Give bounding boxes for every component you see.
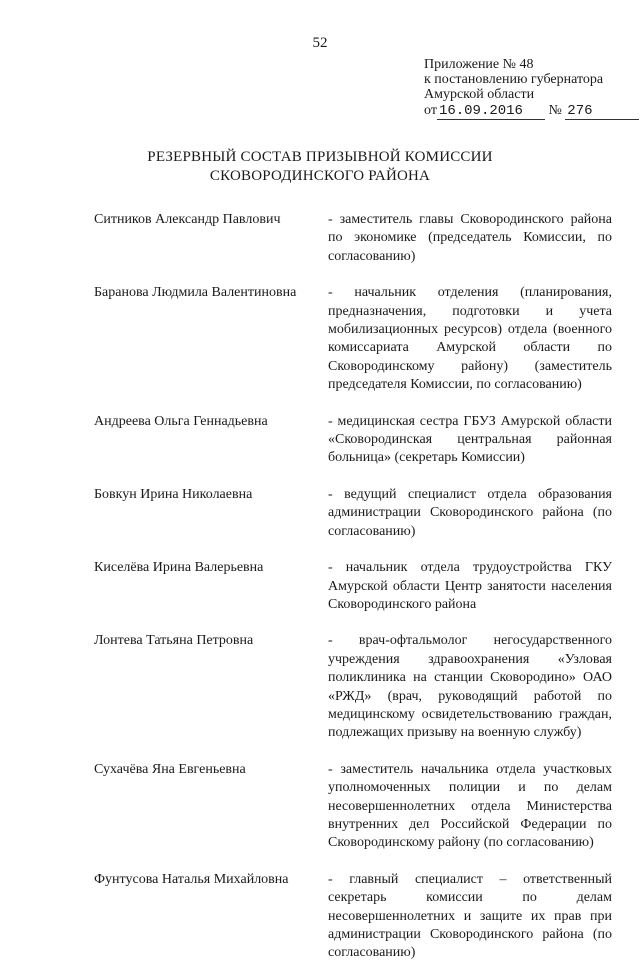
member-entry [94,211,612,266]
title-line-2: СКОВОРОДИНСКОГО РАЙОНА [209,168,431,184]
document-title [0,148,640,186]
member-entry [94,632,612,742]
member-entry [94,413,612,468]
appendix-block [424,57,624,120]
member-name: Андреева Ольга Геннадьевна [94,413,268,429]
member-entry [94,871,612,963]
appendix-number: Приложение № 48 [424,57,534,72]
member-role: - начальник отделения (планирования, предназначения, подготовки и учета мобилизационных ресурсов) отдела (военного комиссариата Амурской области по Сковородинскому району) (заместитель председателя Комиссии, по согласованию) [328,285,612,393]
member-name: Баранова Людмила Валентиновна [94,285,297,301]
number-label: № [548,103,562,118]
title-line-1: РЕЗЕРВНЫЙ СОСТАВ ПРИЗЫВНОЙ КОМИССИИ [147,149,493,165]
member-name: Сухачёва Яна Евгеньевна [94,761,246,777]
appendix-region: Амурской области [424,87,535,102]
member-role: - заместитель главы Сковородинского района по экономике (председатель Комиссии, по согласованию) [328,212,612,264]
member-name: Бовкун Ирина Николаевна [94,486,253,502]
appendix-resolution: к постановлению губернатора [424,72,604,87]
member-name: Ситников Александр Павлович [94,212,281,227]
member-role: - медицинская сестра ГБУЗ Амурской области «Сковородинская центральная районная больница» (секретарь Комиссии) [328,413,612,466]
member-name: Киселёва Ирина Валерьевна [94,560,264,576]
member-role: - главный специалист – ответственный секретарь комиссии по делам несовершеннолетних и защите их прав при администрации Сковородинского района (по согласованию) [328,871,612,961]
member-name: Фунтусова Наталья Михайловна [94,871,289,887]
page-number: 52 [312,35,328,51]
member-role: - ведущий специалист отдела образования администрации Сковородинского района (по согласованию) [328,486,612,539]
member-entry [94,486,612,541]
member-name: Лонтева Татьяна Петровна [94,633,254,649]
members-list [94,211,612,963]
resolution-date: 16.09.2016 [437,104,545,120]
member-role: - заместитель начальника отдела участковых уполномоченных полиции и по делам несовершеннолетних отдела Министерства внутренних дел Российской Федерации по Сковородинскому району (по согласованию) [328,761,612,851]
resolution-number: 276 [565,104,639,120]
date-prefix: от [424,103,437,118]
member-role: - врач-офтальмолог негосударственного учреждения здравоохранения «Узловая поликлиника на станции Сковородино» ОАО «РЖД» (врач, руководящий работой по медицинскому освидетельствованию граждан, подлежащих призыву на военную службу) [328,633,612,741]
member-entry [94,761,612,853]
member-entry [94,559,612,614]
appendix-date-line [424,103,624,120]
member-entry [94,284,612,394]
member-role: - начальник отдела трудоустройства ГКУ Амурской области Центр занятости населения Сковородинского района [328,560,612,612]
